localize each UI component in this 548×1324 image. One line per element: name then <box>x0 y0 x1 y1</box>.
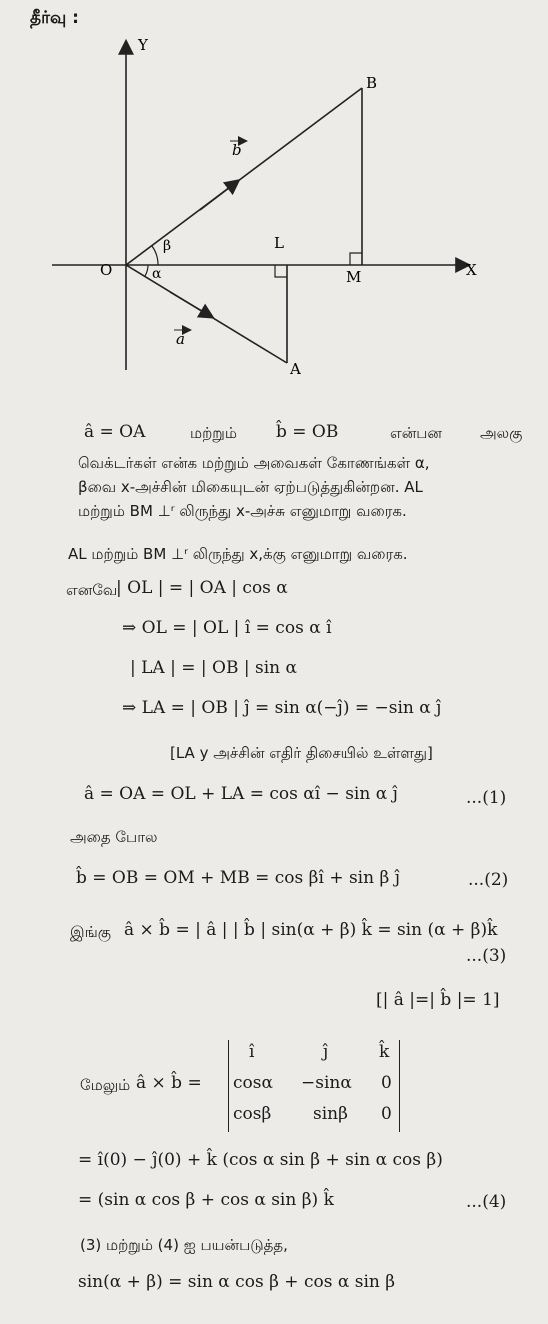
label-x: X <box>466 261 477 279</box>
step-also-label: மேலும் <box>80 1076 131 1094</box>
note-la-direction: [LA y அச்சின் எதிர் திசையில் உள்ளது] <box>170 744 433 762</box>
intro-word-1: என்பன <box>390 424 442 442</box>
det-j-hat: ĵ <box>323 1042 329 1062</box>
angle-arc-beta <box>152 246 158 265</box>
det-k-hat: k̂ <box>379 1042 390 1062</box>
right-angle-l <box>275 265 287 277</box>
eq-number-3: ...(3) <box>466 946 507 966</box>
intro-word-2: அலகு <box>480 424 523 442</box>
intro-line-3: βவை x-அச்சின் மிகையுடன் ஏற்படுத்துகின்றன. AL <box>78 478 423 496</box>
label-y: Y <box>138 36 148 54</box>
label-m: M <box>346 268 362 286</box>
intro-line-4: மற்றும் BM ⊥ʳ லிருந்து x-அச்சு எனுமாறு வரைக. <box>78 502 407 520</box>
det-zero-1: 0 <box>381 1073 392 1093</box>
det-sin-beta: sinβ <box>313 1104 348 1124</box>
intro-a-hat: â = OA <box>84 422 146 442</box>
vector-diagram <box>0 30 548 400</box>
eq-number-2: ...(2) <box>468 870 509 890</box>
label-beta: β <box>163 238 172 254</box>
label-alpha: α <box>152 266 162 282</box>
vector-a-arrow <box>170 292 212 317</box>
det-cos-beta: cosβ <box>233 1104 272 1124</box>
label-vec-b: b <box>232 141 242 159</box>
eq-ol-vector: ⇒ OL = | OL | î = cos α î <box>122 618 332 638</box>
intro-b-hat: b̂ = OB <box>276 422 339 442</box>
eq-la-vector: ⇒ LA = | OB | ĵ = sin α(−ĵ) = −sin α ĵ <box>122 698 442 718</box>
intro-line-2: வெக்டர்கள் என்க மற்றும் அவைகள் கோணங்கள் α, <box>78 454 430 472</box>
eq-final-identity: sin(α + β) = sin α cos β + cos α sin β <box>78 1272 396 1292</box>
det-neg-sin-alpha: −sinα <box>301 1073 352 1093</box>
label-o: O <box>100 261 113 279</box>
eq-ol-magnitude: | OL | = | OA | cos α <box>116 578 288 598</box>
vector-b-arrow <box>200 181 238 210</box>
step-using-3-and-4: (3) மற்றும் (4) ஐ பயன்படுத்த, <box>80 1236 288 1254</box>
eq-number-1: ...(1) <box>466 788 507 808</box>
eq-la-magnitude: | LA | = | OB | sin α <box>130 658 297 678</box>
intro-and: மற்றும் <box>190 424 237 442</box>
step-draw-perpendiculars: AL மற்றும் BM ⊥ʳ லிருந்து x,க்கு எனுமாறு வரைக. <box>68 545 408 563</box>
det-i-hat: î <box>249 1042 255 1062</box>
determinant-matrix <box>228 1040 400 1132</box>
eq-cross-lhs: â × b̂ = <box>136 1073 202 1093</box>
eq-4-result: = (sin α cos β + cos α sin β) k̂ <box>78 1190 334 1210</box>
det-cos-alpha: cosα <box>233 1073 273 1093</box>
step-similarly: அதை போல <box>70 828 158 846</box>
label-a: A <box>290 360 301 378</box>
right-angle-m <box>350 253 362 265</box>
step-hence-label: எனவே <box>66 581 118 599</box>
eq-2-b-hat: b̂ = OB = OM + MB = cos βî + sin β ĵ <box>76 868 400 888</box>
angle-arc-alpha <box>145 265 148 276</box>
vector-ob <box>126 88 362 265</box>
det-zero-2: 0 <box>381 1104 392 1124</box>
eq-3-cross: â × b̂ = | â | | b̂ | sin(α + β) k̂ = sin (α + β)k̂ <box>124 920 498 940</box>
eq-number-4: ...(4) <box>466 1192 507 1212</box>
eq-1-a-hat: â = OA = OL + LA = cos αî − sin α ĵ <box>84 784 398 804</box>
label-vec-a: a <box>176 330 185 348</box>
eq-expansion: = î(0) − ĵ(0) + k̂ (cos α sin β + sin α cos β) <box>78 1150 443 1170</box>
label-l: L <box>274 234 284 252</box>
step-here-label: இங்கு <box>70 923 111 941</box>
solution-heading: தீர்வு : <box>30 8 79 28</box>
note-unit-vectors: [| â |=| b̂ |= 1] <box>376 990 500 1010</box>
label-b: B <box>366 74 378 92</box>
